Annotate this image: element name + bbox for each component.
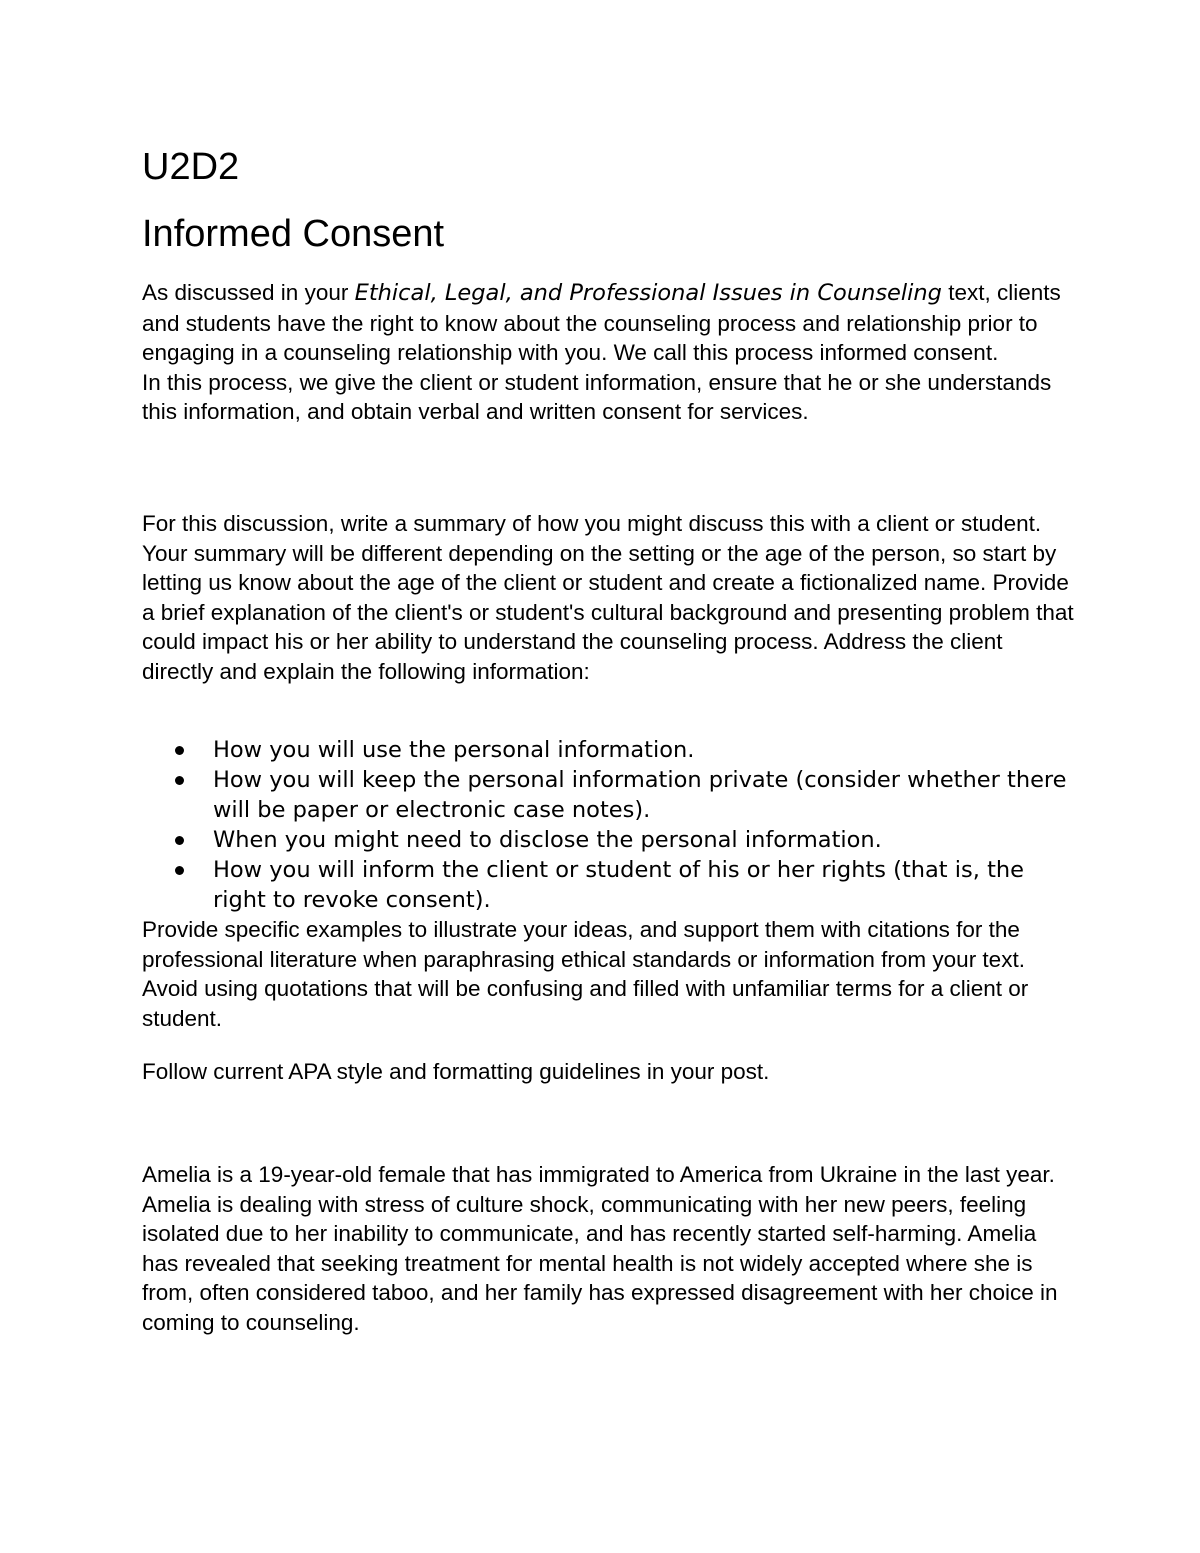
bullet-icon [175,746,184,755]
apa-paragraph: Follow current APA style and formatting guidelines in your post. [142,1059,770,1084]
intro-line2: In this process, we give the client or student information, ensure that he or she understands this information, and obtain verbal and written consent for services. [142,369,1052,424]
list-item-text: How you will inform the client or student of his or her rights (that is, the right to revoke consent). [213,857,1024,913]
list-item [142,735,1082,765]
intro-paragraph [142,278,1062,427]
intro-post: text, clients and students have the right to know about the counseling process and relationship prior to engaging in a counseling relationship with you. We call this process informed consent. [142,280,1061,365]
document-code: U2D2 [142,146,240,188]
document-title: Informed Consent [142,213,445,255]
list-item-text: When you might need to disclose the personal information. [213,827,882,853]
list-item [142,855,1082,915]
list-item [142,825,1082,855]
intro-pre: As discussed in your [142,280,355,305]
examples-paragraph: Provide specific examples to illustrate your ideas, and support them with citations for the professional literature when paraphrasing ethical standards or information from your text. Avoid using quotations that will be confusing and filled with unfamiliar terms for a client or student. [142,917,1029,1031]
requirements-list [142,735,1082,915]
list-item-text: How you will use the personal information. [213,737,695,763]
case-paragraph: Amelia is a 19-year-old female that has immigrated to America from Ukraine in the last year. Amelia is dealing with stress of culture shock, communicating with her new peers, feeling isolated due to her inability to communicate, and has recently started self-harming. Amelia has revealed that seeking treatment for mental health is not widely accepted where she is from, often considered taboo, and her family has expressed disagreement with her choice in coming to counseling. [142,1162,1058,1335]
book-title: Ethical, Legal, and Professional Issues in Counseling [354,280,942,306]
bullet-icon [175,776,184,785]
bullet-icon [175,866,184,875]
list-item [142,765,1082,825]
bullet-icon [175,836,184,845]
list-item-text: How you will keep the personal information private (consider whether there will be paper or electronic case notes). [213,767,1067,823]
instructions-paragraph: For this discussion, write a summary of how you might discuss this with a client or student. Your summary will be different depending on the setting or the age of the person, so start by letting us know about the age of the client or student and create a fictionalized name. Provide a brief explanation of the client's or student's cultural background and presenting problem that could impact his or her ability to understand the counseling process. Address the client directly and explain the following information: [142,511,1074,684]
